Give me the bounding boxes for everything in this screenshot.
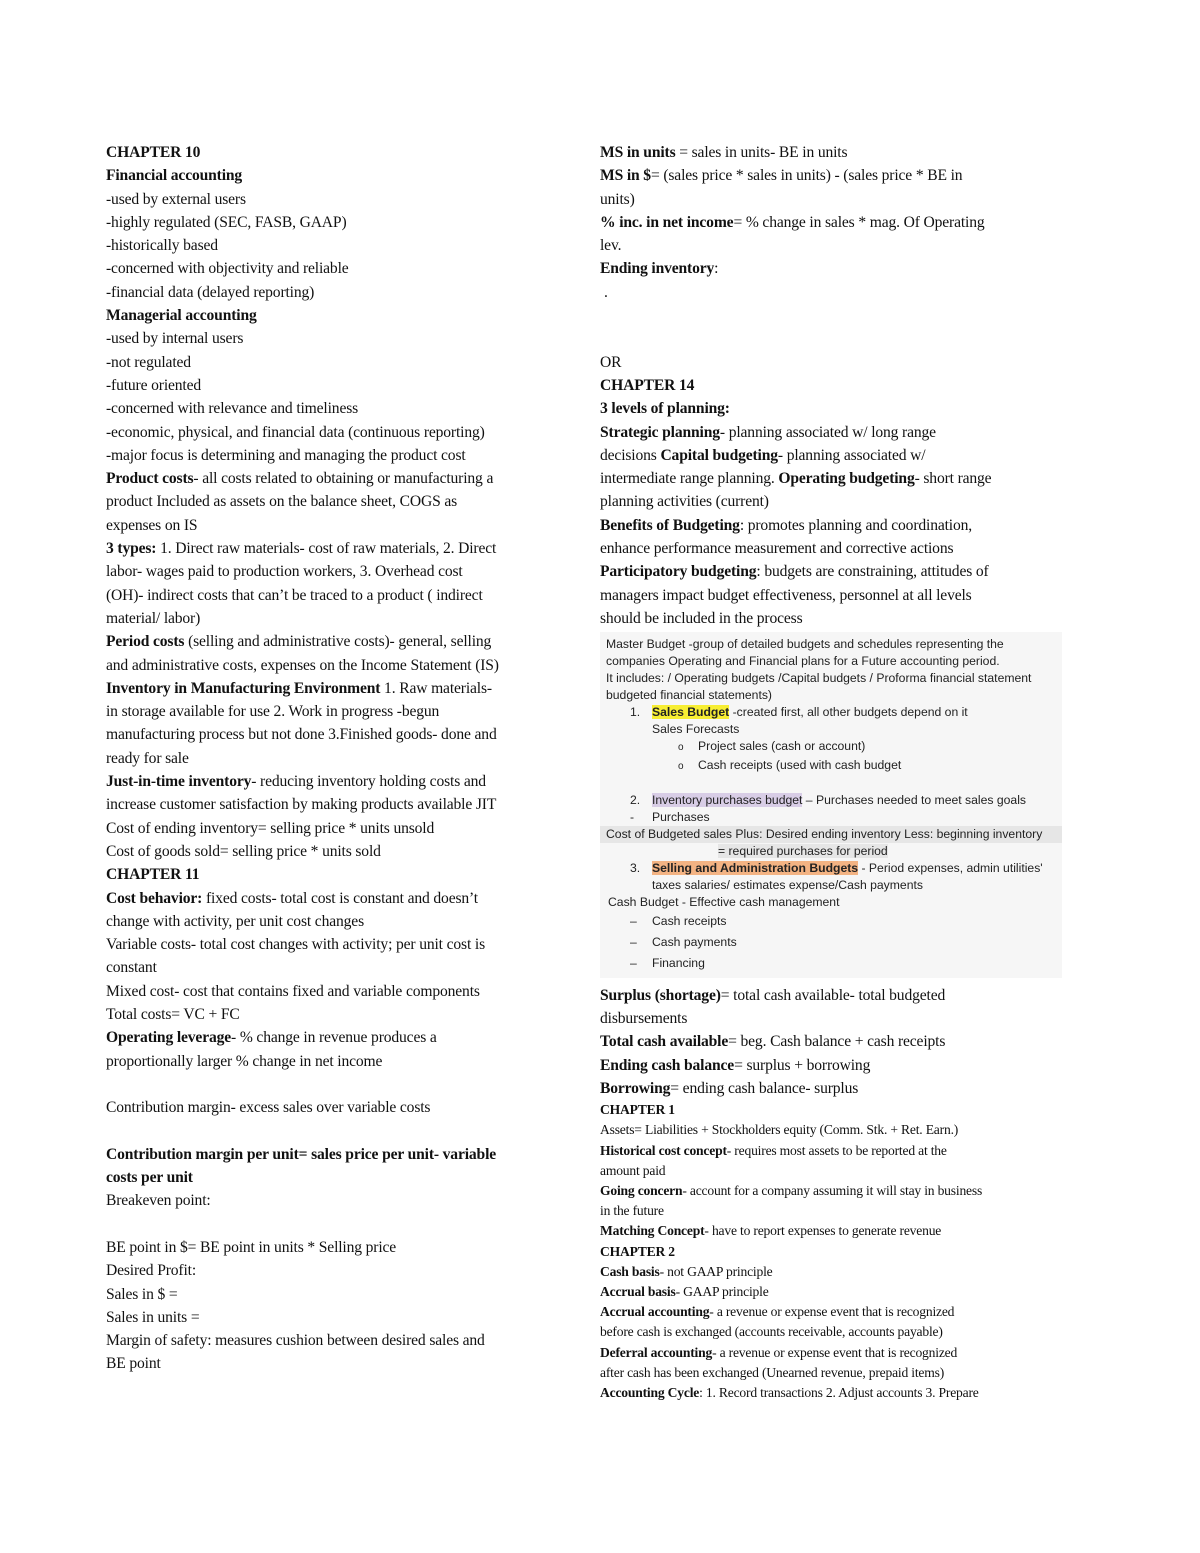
operating-leverage-term: Operating leverage [106, 1029, 232, 1047]
dash-icon: – [630, 955, 637, 970]
strategic-planning-line [600, 421, 1070, 444]
three-types-line [106, 537, 568, 560]
or-line: OR [600, 353, 622, 371]
financial-accounting-heading: Financial accounting [106, 167, 243, 185]
required-purchases-text: = required purchases for period [718, 844, 888, 859]
product-costs-line [106, 467, 568, 490]
jit-line: Cost of ending inventory= selling price * units unsold [106, 819, 435, 837]
inventory-mfg-line [106, 677, 568, 700]
accrual-basis-line [600, 1282, 1070, 1302]
cash-receipts-text: Cash receipts (used with cash budget [698, 757, 902, 772]
purchases-line [600, 809, 1062, 826]
going-concern-line [600, 1181, 1070, 1201]
left-column [106, 141, 568, 1376]
purchases-text: Purchases [652, 810, 710, 825]
man-line: -major focus is determining and managing the product cost [106, 446, 466, 464]
accrual-accounting-line: before cash is exchanged (accounts receivable, accounts payable) [600, 1324, 943, 1340]
man-line: -concerned with relevance and timeliness [106, 400, 359, 418]
accounting-cycle-line [600, 1383, 1070, 1403]
cash-basis-term: Cash basis [600, 1263, 660, 1279]
operating-budgeting-line [600, 467, 1070, 490]
required-purchases-line [600, 843, 1062, 860]
breakeven-line: BE point in $= BE point in units * Selling price [106, 1238, 397, 1256]
blank-line [600, 327, 1070, 350]
breakeven-line: Sales in $ = [106, 1285, 178, 1303]
jit-term: Just-in-time inventory [106, 773, 252, 791]
ending-inventory-line [600, 257, 1070, 280]
ending-cash-term: Ending cash balance [600, 1056, 735, 1074]
cash-budget-line: Cash Budget - Effective cash management [608, 894, 840, 909]
surplus-term: Surplus (shortage) [600, 986, 721, 1004]
surplus-line: disbursements [600, 1010, 688, 1028]
product-costs-text: - all costs related to obtaining or manufacturing a [193, 470, 494, 488]
borrowing-term: Borrowing [600, 1079, 671, 1097]
three-types-term: 3 types: [106, 540, 157, 558]
sales-forecasts-line: Sales Forecasts [652, 721, 740, 736]
project-sales-line [600, 738, 1062, 757]
participatory-term: Participatory budgeting [600, 563, 757, 581]
jit-line: increase customer satisfaction by making products available JIT [106, 796, 497, 814]
accounting-cycle-text: : 1. Record transactions 2. Adjust accounts 3. Prepare [699, 1385, 979, 1401]
inventory-mfg-line: in storage available for use 2. Work in progress -begun [106, 703, 440, 721]
ms-dollar-text: = (sales price * sales in units) - (sales price * BE in [650, 167, 963, 185]
historical-cost-line: amount paid [600, 1162, 666, 1178]
managerial-accounting-heading: Managerial accounting [106, 307, 257, 325]
cost-behavior-line: Mixed cost- cost that contains fixed and variable components [106, 982, 480, 1000]
inventory-mfg-term: Inventory in Manufacturing Environment [106, 679, 381, 697]
three-types-line: (OH)- indirect costs that can’t be traced to a product ( indirect [106, 586, 483, 604]
sales-budget-item [600, 704, 1062, 721]
selling-admin-label: Selling and Administration Budgets [652, 861, 859, 875]
cash-budget-item [600, 911, 1062, 932]
inventory-budget-item [600, 792, 1062, 809]
blank-line [600, 304, 1070, 327]
cm-per-unit-line: costs per unit [106, 1169, 193, 1187]
participatory-line [600, 560, 1070, 583]
benefits-line [600, 514, 1070, 537]
product-costs-term: Product costs [106, 470, 194, 488]
chapter-1-heading: CHAPTER 1 [600, 1102, 675, 1118]
ms-units-text: = sales in units- BE in units [675, 144, 848, 161]
jit-line: Cost of goods sold= selling price * units sold [106, 842, 381, 860]
man-line: -used by internal users [106, 330, 244, 348]
three-types-text: 1. Direct raw materials- cost of raw materials, 2. Direct [156, 540, 497, 558]
operating-leverage-text: - % change in revenue produces a [231, 1029, 437, 1047]
cm-per-unit-line: Contribution margin per unit= sales price per unit- variable [106, 1145, 497, 1163]
cash-budget-item [600, 932, 1062, 953]
project-sales-text: Project sales (cash or account) [698, 738, 866, 753]
sales-budget-text: -created first, all other budgets depend on it [729, 704, 968, 719]
inventory-mfg-line: manufacturing process but not done 3.Finished goods- done and [106, 726, 497, 744]
inset-blank [600, 775, 1062, 792]
three-types-line: labor- wages paid to production workers, 3. Overhead cost [106, 563, 463, 581]
blank-line [106, 1073, 568, 1096]
bullet-icon: o [678, 741, 684, 753]
total-cash-text: = beg. Cash balance + cash receipts [728, 1033, 946, 1051]
total-cash-line [600, 1030, 1070, 1053]
inventory-mfg-text: 1. Raw materials- [380, 679, 492, 697]
dot-line: . [604, 283, 608, 301]
deferral-accounting-term: Deferral accounting [600, 1344, 713, 1360]
cost-behavior-text: fixed costs- total cost is constant and doesn’t [202, 889, 478, 907]
chapter-11-heading: CHAPTER 11 [106, 866, 200, 884]
breakeven-line: Desired Profit: [106, 1262, 196, 1280]
blank-line [106, 1213, 568, 1236]
operating-budgeting-term: Operating budgeting [778, 470, 915, 488]
accounting-cycle-term: Accounting Cycle [600, 1385, 700, 1401]
capital-budgeting-text: - planning associated w/ [777, 446, 926, 464]
period-costs-text: (selling and administrative costs)- general, selling [184, 633, 492, 651]
pct-income-line [600, 211, 1070, 234]
blank-line [106, 1119, 568, 1142]
inventory-mfg-line: ready for sale [106, 749, 189, 767]
jit-text: - reducing inventory holding costs and [251, 773, 486, 791]
jit-line [106, 770, 568, 793]
cash-budget-item-text: Financing [652, 955, 705, 970]
fin-line: -financial data (delayed reporting) [106, 283, 315, 301]
planning-activities-line: planning activities (current) [600, 493, 769, 511]
fin-line: -concerned with objectivity and reliable [106, 260, 349, 278]
bullet-icon: o [678, 760, 684, 772]
strategic-planning-term: Strategic planning [600, 423, 720, 441]
ending-inventory-term: Ending inventory [600, 260, 715, 278]
borrowing-text: = ending cash balance- surplus [670, 1079, 859, 1097]
benefits-text: : promotes planning and coordination, [739, 516, 973, 534]
borrowing-line [600, 1077, 1070, 1100]
sales-budget-label: Sales Budget [652, 704, 730, 719]
inset-line: Master Budget -group of detailed budgets and schedules representing the [606, 637, 1004, 652]
cost-behavior-line: constant [106, 959, 157, 977]
cash-receipts-line [600, 757, 1062, 776]
deferral-accounting-text: - a revenue or expense event that is recognized [712, 1344, 958, 1360]
cost-behavior-line: Variable costs- total cost changes with activity; per unit cost is [106, 936, 485, 954]
pct-income-line: lev. [600, 237, 622, 255]
cost-behavior-line: change with activity, per unit cost changes [106, 912, 364, 930]
selling-admin-text: - Period expenses, admin utilities' [858, 861, 1043, 875]
taxes-line: taxes salaries/ estimates expense/Cash payments [652, 877, 923, 892]
capital-budgeting-line [600, 444, 1070, 467]
cost-budgeted-sales-line: Cost of Budgeted sales Plus: Desired ending inventory Less: beginning inventory [600, 826, 1062, 843]
matching-text: - have to report expenses to generate revenue [704, 1223, 942, 1239]
product-costs-line: product Included as assets on the balance sheet, COGS as [106, 493, 458, 511]
going-concern-line: in the future [600, 1203, 664, 1219]
capital-budgeting-term: Capital budgeting [660, 446, 778, 464]
fin-line: -historically based [106, 237, 218, 255]
benefits-term: Benefits of Budgeting [600, 516, 740, 534]
number-2: 2. [630, 793, 641, 808]
cost-behavior-term: Cost behavior: [106, 889, 203, 907]
pct-income-text: = % change in sales * mag. Of Operating [733, 213, 985, 231]
cash-budget-item [600, 953, 1062, 974]
cash-basis-text: - not GAAP principle [659, 1263, 773, 1279]
number-3: 3. [630, 861, 641, 875]
accrual-accounting-line [600, 1302, 1070, 1322]
three-types-line: material/ labor) [106, 609, 201, 627]
inset-line: budgeted financial statements) [606, 687, 772, 702]
going-concern-term: Going concern [600, 1183, 683, 1199]
ms-units-term: MS in units [600, 144, 676, 161]
ending-cash-text: = surplus + borrowing [734, 1056, 871, 1074]
decisions-text: decisions [600, 446, 661, 464]
master-budget-inset [600, 632, 1062, 977]
fin-line: -used by external users [106, 190, 246, 208]
inventory-budget-text: – Purchases needed to meet sales goals [802, 793, 1026, 808]
chapter-2-heading: CHAPTER 2 [600, 1243, 675, 1259]
levels-heading: 3 levels of planning: [600, 400, 730, 418]
breakeven-line: Sales in units = [106, 1308, 200, 1326]
inset-line: It includes: / Operating budgets /Capital budgets / Proforma financial statement [606, 671, 1032, 686]
cost-behavior-line: Total costs= VC + FC [106, 1005, 240, 1023]
operating-budgeting-text: - short range [914, 470, 992, 488]
total-cash-term: Total cash available [600, 1033, 729, 1051]
period-costs-line: and administrative costs, expenses on the Income Statement (IS) [106, 656, 499, 674]
matching-term: Matching Concept [600, 1223, 705, 1239]
ms-units-line [600, 141, 1070, 164]
inset-line: companies Operating and Financial plans for a Future accounting period. [606, 654, 1000, 669]
right-column [600, 141, 1070, 1403]
dash-icon: – [630, 913, 637, 928]
breakeven-line: Breakeven point: [106, 1192, 211, 1210]
man-line: -not regulated [106, 353, 191, 371]
participatory-text: : budgets are constraining, attitudes of [756, 563, 989, 581]
deferral-accounting-line: after cash has been exchanged (Unearned revenue, prepaid items) [600, 1364, 945, 1380]
man-line: -future oriented [106, 376, 202, 394]
period-costs-line [106, 630, 568, 653]
contribution-margin-line: Contribution margin- excess sales over variable costs [106, 1099, 431, 1117]
man-line: -economic, physical, and financial data (continuous reporting) [106, 423, 485, 441]
chapter-10-heading: CHAPTER 10 [106, 144, 201, 161]
selling-admin-item [600, 860, 1062, 877]
assets-line: Assets= Liabilities + Stockholders equity (Comm. Stk. + Ret. Earn.) [600, 1122, 959, 1138]
ms-dollar-line: units) [600, 190, 635, 208]
benefits-line: enhance performance measurement and corrective actions [600, 540, 954, 558]
cash-budget-item-text: Cash payments [652, 934, 737, 949]
ending-cash-line [600, 1054, 1070, 1077]
participatory-line: managers impact budget effectiveness, personnel at all levels [600, 586, 972, 604]
dash-icon: - [630, 810, 635, 825]
accrual-accounting-term: Accrual accounting [600, 1304, 710, 1320]
period-costs-term: Period costs [106, 633, 185, 651]
accrual-accounting-text: - a revenue or expense event that is recognized [709, 1304, 955, 1320]
going-concern-text: - account for a company assuming it will stay in business [682, 1183, 983, 1199]
cost-behavior-line [106, 887, 568, 910]
historical-cost-text: - requires most assets to be reported at the [726, 1142, 947, 1158]
deferral-accounting-line [600, 1343, 1070, 1363]
ms-dollar-line [600, 164, 1070, 187]
dash-icon: – [630, 934, 637, 949]
inventory-budget-label: Inventory purchases budget [652, 793, 803, 808]
participatory-line: should be included in the process [600, 609, 803, 627]
accrual-basis-text: - GAAP principle [675, 1284, 769, 1300]
matching-line [600, 1221, 1070, 1241]
number-1: 1. [630, 704, 641, 719]
pct-income-term: % inc. in net income [600, 213, 734, 231]
accrual-basis-term: Accrual basis [600, 1284, 676, 1300]
fin-line: -highly regulated (SEC, FASB, GAAP) [106, 213, 347, 231]
surplus-line [600, 984, 1070, 1007]
ending-inventory-text: : [714, 260, 719, 278]
historical-cost-line [600, 1141, 1070, 1161]
chapter-14-heading: CHAPTER 14 [600, 376, 695, 394]
breakeven-line: Margin of safety: measures cushion between desired sales and [106, 1332, 485, 1350]
surplus-text: = total cash available- total budgeted [720, 986, 946, 1004]
ms-dollar-term: MS in $ [600, 167, 651, 185]
product-costs-line: expenses on IS [106, 516, 198, 534]
cash-basis-line [600, 1262, 1070, 1282]
cash-budget-item-text: Cash receipts [652, 913, 727, 928]
intermediate-text: intermediate range planning. [600, 470, 779, 488]
strategic-planning-text: - planning associated w/ long range [719, 423, 936, 441]
operating-leverage-line [106, 1026, 568, 1049]
historical-cost-term: Historical cost concept [600, 1142, 727, 1158]
breakeven-line: BE point [106, 1355, 161, 1373]
operating-leverage-line: proportionally larger % change in net income [106, 1052, 383, 1070]
